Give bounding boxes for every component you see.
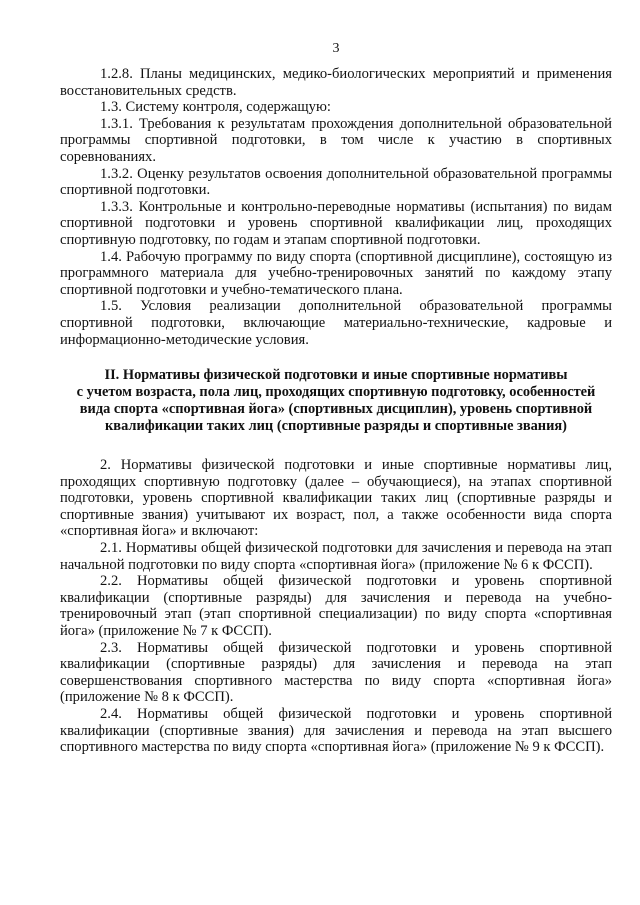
paragraph-1-3: 1.3. Систему контроля, содержащую: (100, 99, 331, 116)
paragraph-2-4: 2.4. Нормативы общей физической подготовки и уровень спортивной квалификации (спортивные звания) для зачисления и перевода на этап высшего спортивного мастерства по виду спорта «спортивная йога» (приложение № 9 к ФССП). (60, 706, 612, 756)
section-heading-line: квалификации таких лиц (спортивные разряды и спортивные звания) (105, 418, 567, 435)
paragraph-1-3-2: 1.3.2. Оценку результатов освоения дополнительной образовательной программы спортивной подготовки. (60, 165, 612, 199)
section-heading-line: II. Нормативы физической подготовки и иные спортивные нормативы (104, 367, 568, 384)
paragraph-2-3: 2.3. Нормативы общей физической подготовки и уровень спортивной квалификации (спортивные разряды) для зачисления и перевода на этап совершенствования спортивного мастерства по виду спорта «спортивная йога» (приложение № 8 к ФССП). (60, 639, 612, 706)
page-number: 3 (332, 41, 340, 56)
paragraph-1-3-1: 1.3.1. Требования к результатам прохождения дополнительной образовательной программы спортивной подготовки, в том числе к участию в спортивных соревнованиях. (60, 115, 612, 165)
section-heading-line: с учетом возраста, пола лиц, проходящих спортивную подготовку, особенностей (76, 384, 596, 401)
paragraph-1-2-8: 1.2.8. Планы медицинских, медико-биологических мероприятий и применения восстановительных средств. (60, 66, 612, 99)
paragraph-1-5: 1.5. Условия реализации дополнительной образовательной программы спортивной подготовки, включающие материально-технические, кадровые и информационно-методические условия. (60, 298, 612, 348)
paragraphs-top (60, 66, 612, 348)
paragraph-1-3-3: 1.3.3. Контрольные и контрольно-переводные нормативы (испытания) по видам спортивной подготовки и уровень спортивной квалификации лиц, проходящих спортивную подготовку, по годам и этапам спортивной подготовки. (60, 198, 612, 248)
paragraph-1-4: 1.4. Рабочую программу по виду спорта (спортивной дисциплине), состоящую из программного материала для учебно-тренировочных занятий по каждому этапу спортивной подготовки и учебно-тематического плана. (60, 248, 612, 298)
paragraph-2-1: 2.1. Нормативы общей физической подготовки для зачисления и перевода на этап начальной подготовки по виду спорта «спортивная йога» (приложение № 6 к ФССП). (60, 540, 612, 573)
section-heading (60, 367, 612, 435)
paragraph-2-2: 2.2. Нормативы общей физической подготовки и уровень спортивной квалификации (спортивные разряды) для зачисления и перевода на учебно-тренировочный этап (этап спортивной специализации) по виду спорта «спортивная йога» (приложение № 7 к ФССП). (60, 573, 612, 640)
paragraph-2: 2. Нормативы физической подготовки и иные спортивные нормативы лиц, проходящих спортивную подготовку (далее – обучающиеся), на этапах спортивной подготовки, уровень спортивной квалификации таких лиц (спортивные разряды и спортивные звания) учитывают их возраст, пол, а также особенности вида спорта «спортивная йога» и включают: (60, 457, 612, 540)
paragraphs-bottom (60, 457, 612, 756)
section-heading-line: вида спорта «спортивная йога» (спортивных дисциплин), уровень спортивной (79, 401, 593, 418)
